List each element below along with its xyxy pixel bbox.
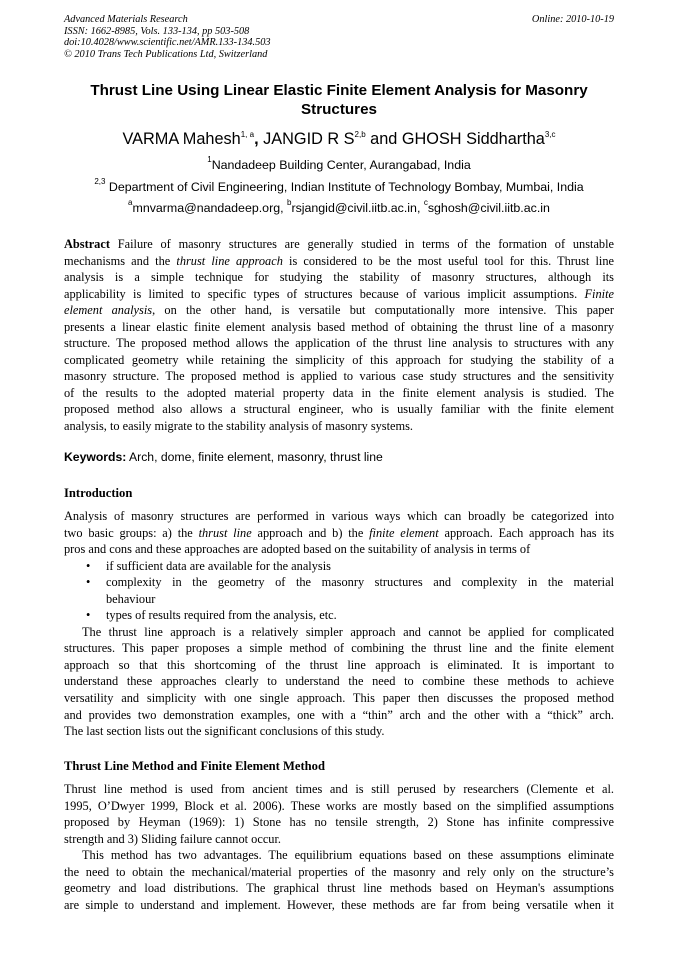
text-line bbox=[64, 302, 614, 319]
email: mnvarma@nandadeep.org, bbox=[132, 201, 287, 215]
text-line bbox=[64, 418, 614, 435]
text-segment: Thrust line method is used from ancient times and is still perused by researchers (Clemente et al. bbox=[64, 782, 614, 796]
text-line bbox=[64, 723, 614, 740]
bold-text: Abstract bbox=[64, 237, 110, 251]
issn: ISSN: 1662-8985, Vols. 133-134, pp 503-508 bbox=[64, 25, 250, 37]
text-segment: pros and cons and these approaches are adopted based on the suitability of analysis in terms of bbox=[64, 542, 531, 557]
text-line bbox=[64, 798, 614, 815]
text-segment: proposed by Heyman (1969): 1) Stone has no tensile strength, 2) Stone has infinite compressive bbox=[64, 815, 614, 830]
keywords-label: Keywords: bbox=[64, 450, 127, 464]
online-date: Online: 2010-10-19 bbox=[531, 14, 614, 25]
author-name: GHOSH Siddhartha bbox=[401, 130, 545, 148]
affiliation-sup: 2,3 bbox=[94, 177, 106, 186]
text-segment: complexity in the geometry of the masonry structures and complexity in the material bbox=[106, 575, 614, 590]
text-line bbox=[64, 269, 614, 286]
copyright: © 2010 Trans Tech Publications Ltd, Switzerland bbox=[64, 48, 268, 60]
intro-paragraph-2 bbox=[64, 624, 614, 740]
text-line bbox=[64, 814, 614, 831]
text-segment: masonry structure. The proposed method is applied to various case study structures and the sensitivity bbox=[64, 369, 614, 384]
email-sup: a bbox=[128, 198, 133, 207]
keywords bbox=[64, 450, 383, 464]
text-segment: understand these approaches clearly to understand the need to combine these methods to achieve bbox=[64, 674, 614, 689]
text-segment: behaviour bbox=[106, 591, 156, 606]
section2-paragraph-2 bbox=[64, 847, 614, 913]
bullet-item bbox=[64, 607, 614, 624]
text-line bbox=[64, 640, 614, 657]
text-segment: versatility and simplicity with one single approach. This paper then discusses the proposed method bbox=[64, 691, 614, 706]
text-line bbox=[106, 558, 614, 575]
author-sep: and bbox=[365, 130, 402, 148]
text-line bbox=[106, 607, 614, 624]
text-segment: if sufficient data are available for the analysis bbox=[106, 558, 331, 573]
journal-header bbox=[64, 14, 271, 60]
text-line bbox=[64, 368, 614, 385]
text-line bbox=[64, 880, 614, 897]
text-segment: complicated geometry while retaining the simplicity of this approach for studying the stability of a bbox=[64, 352, 614, 367]
text-segment: analysis is a simple technique for studying the stability of masonry structures, although its bbox=[64, 270, 614, 285]
text-segment: analysis, to easily migrate to the stability analysis of masonry systems. bbox=[64, 419, 414, 434]
affiliation-text: Department of Civil Engineering, Indian Institute of Technology Bombay, Mumbai, India bbox=[105, 180, 584, 194]
bullet-icon: • bbox=[86, 558, 91, 573]
text-segment: mechanisms and the bbox=[64, 253, 177, 268]
text-line bbox=[64, 673, 614, 690]
text-segment: This method has two advantages. The equilibrium equations based on these assumptions eliminate bbox=[82, 848, 614, 863]
bullet-item bbox=[64, 558, 614, 575]
text-segment: proposed method also allows a structural engineer, who is usually familiar with the finite element bbox=[64, 402, 614, 417]
text-line bbox=[106, 591, 614, 608]
emails bbox=[0, 198, 678, 215]
section2-body bbox=[64, 781, 614, 913]
paper-title: Thrust Line Using Linear Elastic Finite Element Analysis for Masonry Structures bbox=[90, 82, 588, 118]
text-segment: strength and 3) Sliding failure cannot occur. bbox=[64, 831, 281, 846]
text-line bbox=[64, 385, 614, 402]
text-line bbox=[64, 508, 614, 525]
text-segment: approach so that this shortcoming of the thrust line approach is eliminated. It is important to bbox=[64, 657, 614, 672]
intro-heading: Introduction bbox=[64, 486, 133, 500]
text-segment: structure. The proposed method allows the application of the thrust line analysis to structures with any bbox=[64, 336, 614, 351]
author-sup: 2,b bbox=[354, 130, 366, 139]
section2-heading: Thrust Line Method and Finite Element Method bbox=[64, 759, 325, 773]
text-line bbox=[64, 624, 614, 641]
text-line bbox=[64, 831, 614, 848]
text-segment: structures. This paper proposes a simple method of combining the thrust line and the finite element bbox=[64, 641, 614, 656]
text-segment: The thrust line approach is a relatively simpler approach and cannot be applied for complicated bbox=[82, 624, 614, 639]
text-segment: The last section lists out the significant conclusions of this study. bbox=[64, 724, 385, 739]
text-line bbox=[64, 897, 614, 914]
text-line bbox=[64, 319, 614, 336]
italic-text: element analysis bbox=[64, 303, 153, 318]
text-line bbox=[64, 401, 614, 418]
italic-text: thrust line bbox=[198, 525, 252, 540]
author-sup: 1, a bbox=[240, 130, 255, 139]
text-segment: approach. Each approach has its bbox=[438, 525, 614, 540]
text-line bbox=[106, 574, 614, 591]
author-sep: , bbox=[254, 130, 264, 148]
email-sup: c bbox=[423, 198, 428, 207]
text-line bbox=[64, 352, 614, 369]
author-sup: 3,c bbox=[544, 130, 556, 139]
text-line bbox=[64, 864, 614, 881]
email-sup: b bbox=[286, 198, 292, 207]
text-segment: are simple to understand and implement. However, these methods are far from being versatile when it bbox=[64, 897, 614, 912]
doi: doi:10.4028/www.scientific.net/AMR.133-134.503 bbox=[64, 37, 271, 49]
text-segment: Analysis of masonry structures are performed in various ways which can broadly be categorized into bbox=[64, 509, 614, 523]
text-line bbox=[64, 253, 614, 270]
text-line bbox=[64, 236, 614, 253]
text-line bbox=[64, 657, 614, 674]
text-segment: applicability is limited to specific types of structures because of various implicit assumptions. bbox=[64, 286, 585, 301]
text-segment: 1995, O’Dwyer 1999, Block et al. 2006). These works are mostly based on the simplified assumptions bbox=[64, 798, 614, 813]
intro-paragraph-1 bbox=[64, 508, 614, 558]
email: sghosh@civil.iitb.ac.in bbox=[427, 201, 550, 215]
text-segment: and provides two demonstration examples, one with a “thin” arch and the other with a “thick” arch. bbox=[64, 707, 614, 722]
text-segment: presents a linear elastic finite element analysis based method of obtaining the thrust line of a masonry bbox=[64, 319, 614, 334]
journal-name: Advanced Materials Research bbox=[64, 14, 188, 25]
text-line bbox=[64, 847, 614, 864]
text-line bbox=[64, 525, 614, 542]
text-segment: the need to obtain the mechanical/material properties of the masonry and rely only on the structure’s bbox=[64, 864, 614, 879]
text-segment: two basic groups: a) the bbox=[64, 525, 199, 540]
intro-bullets bbox=[64, 558, 614, 624]
text-segment: , on the other hand, is versatile but computationally more intensive. This paper bbox=[152, 303, 614, 318]
text-segment: approach and b) the bbox=[251, 525, 370, 540]
text-segment: geometry and load distributions. The graphical thrust line methods based on Heyman's assumptions bbox=[64, 881, 614, 896]
bullet-icon: • bbox=[86, 608, 91, 623]
text-segment: is considered to be the most useful tool for this. Thrust line bbox=[282, 253, 614, 268]
email: rsjangid@civil.iitb.ac.in, bbox=[291, 201, 424, 215]
section2-paragraph-1 bbox=[64, 781, 614, 847]
text-segment: types of results required from the analysis, etc. bbox=[106, 608, 337, 623]
italic-text: finite element bbox=[369, 525, 439, 540]
intro-body bbox=[64, 508, 614, 740]
keywords-text: Arch, dome, finite element, masonry, thrust line bbox=[126, 450, 383, 464]
affiliation-sup: 1 bbox=[207, 155, 212, 164]
bullet-item bbox=[64, 574, 614, 607]
text-line bbox=[64, 781, 614, 798]
affiliation-2 bbox=[0, 177, 678, 194]
author-name: VARMA Mahesh bbox=[122, 130, 241, 148]
text-line bbox=[64, 286, 614, 303]
affiliation-1 bbox=[0, 155, 678, 172]
text-line bbox=[64, 541, 614, 558]
text-line bbox=[64, 690, 614, 707]
italic-text: Finite bbox=[584, 286, 614, 301]
affiliation-text: Nandadeep Building Center, Aurangabad, India bbox=[211, 158, 471, 172]
bullet-icon: • bbox=[86, 575, 91, 590]
author-name: JANGID R S bbox=[263, 130, 355, 148]
text-line bbox=[64, 707, 614, 724]
italic-text: thrust line approach bbox=[176, 253, 283, 268]
authors bbox=[0, 130, 678, 149]
text-segment: of the results to the adopted material property data in the finite element analysis is studied. The bbox=[64, 385, 614, 400]
abstract bbox=[64, 236, 614, 435]
text-line bbox=[64, 335, 614, 352]
text-segment: Failure of masonry structures are generally studied in terms of the formation of unstable bbox=[109, 237, 614, 251]
